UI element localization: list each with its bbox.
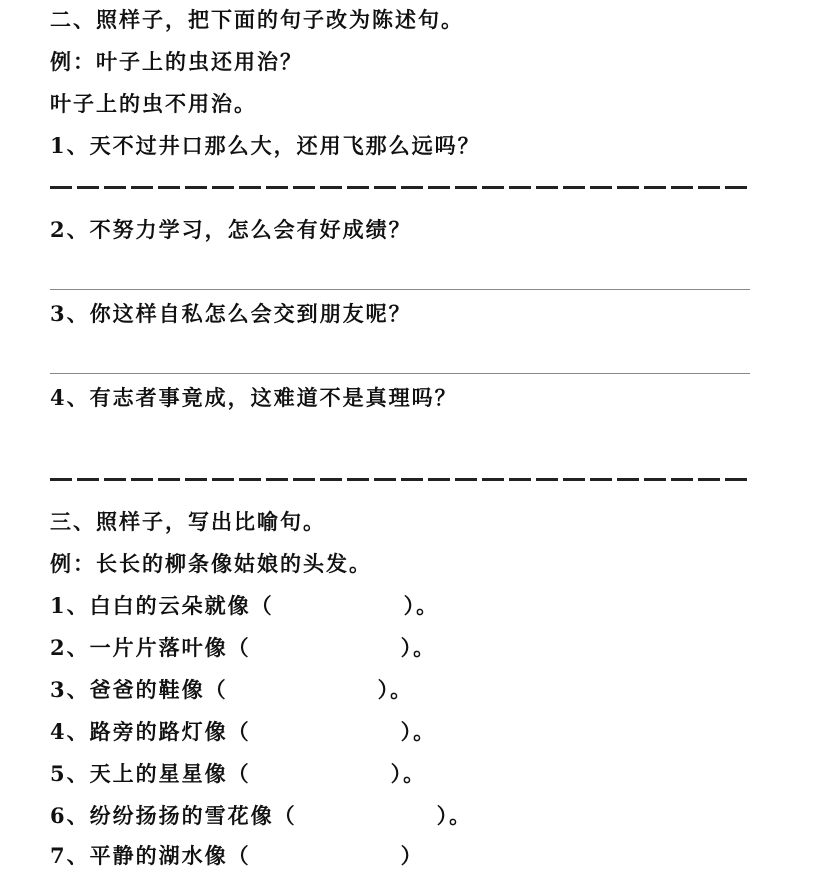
section2-example: 例：叶子上的虫还用治？ (50, 49, 303, 74)
simile-item-3: 3、爸爸的鞋像（ ）。 (50, 677, 414, 702)
answer-line-2[interactable] (50, 289, 750, 290)
answer-line-4[interactable] (50, 478, 750, 481)
section3-title: 三、照样子，写出比喻句。 (50, 509, 326, 534)
simile-item-5: 5、天上的星星像（ ）。 (50, 761, 427, 786)
section2-title: 二、照样子，把下面的句子改为陈述句。 (50, 7, 464, 32)
simile-item-6: 6、纷纷扬扬的雪花像（ ）。 (50, 803, 473, 828)
simile-item-1: 1、白白的云朵就像（ ）。 (50, 593, 440, 618)
answer-line-3[interactable] (50, 373, 750, 374)
section2-item-4: 4、有志者事竟成，这难道不是真理吗？ (50, 385, 458, 410)
section2-item-2: 2、不努力学习，怎么会有好成绩？ (50, 217, 412, 242)
section2-item-1: 1、天不过井口那么大，还用飞那么远吗？ (50, 133, 481, 158)
simile-item-7: 7、平静的湖水像（ ） (50, 843, 424, 868)
section3-example: 例：长长的柳条像姑娘的头发。 (50, 551, 372, 576)
answer-line-1[interactable] (50, 186, 750, 189)
simile-item-4: 4、路旁的路灯像（ ）。 (50, 719, 437, 744)
section2-item-3: 3、你这样自私怎么会交到朋友呢？ (50, 301, 412, 326)
simile-item-2: 2、一片片落叶像（ ）。 (50, 635, 437, 660)
section2-example-answer: 叶子上的虫不用治。 (50, 91, 257, 116)
